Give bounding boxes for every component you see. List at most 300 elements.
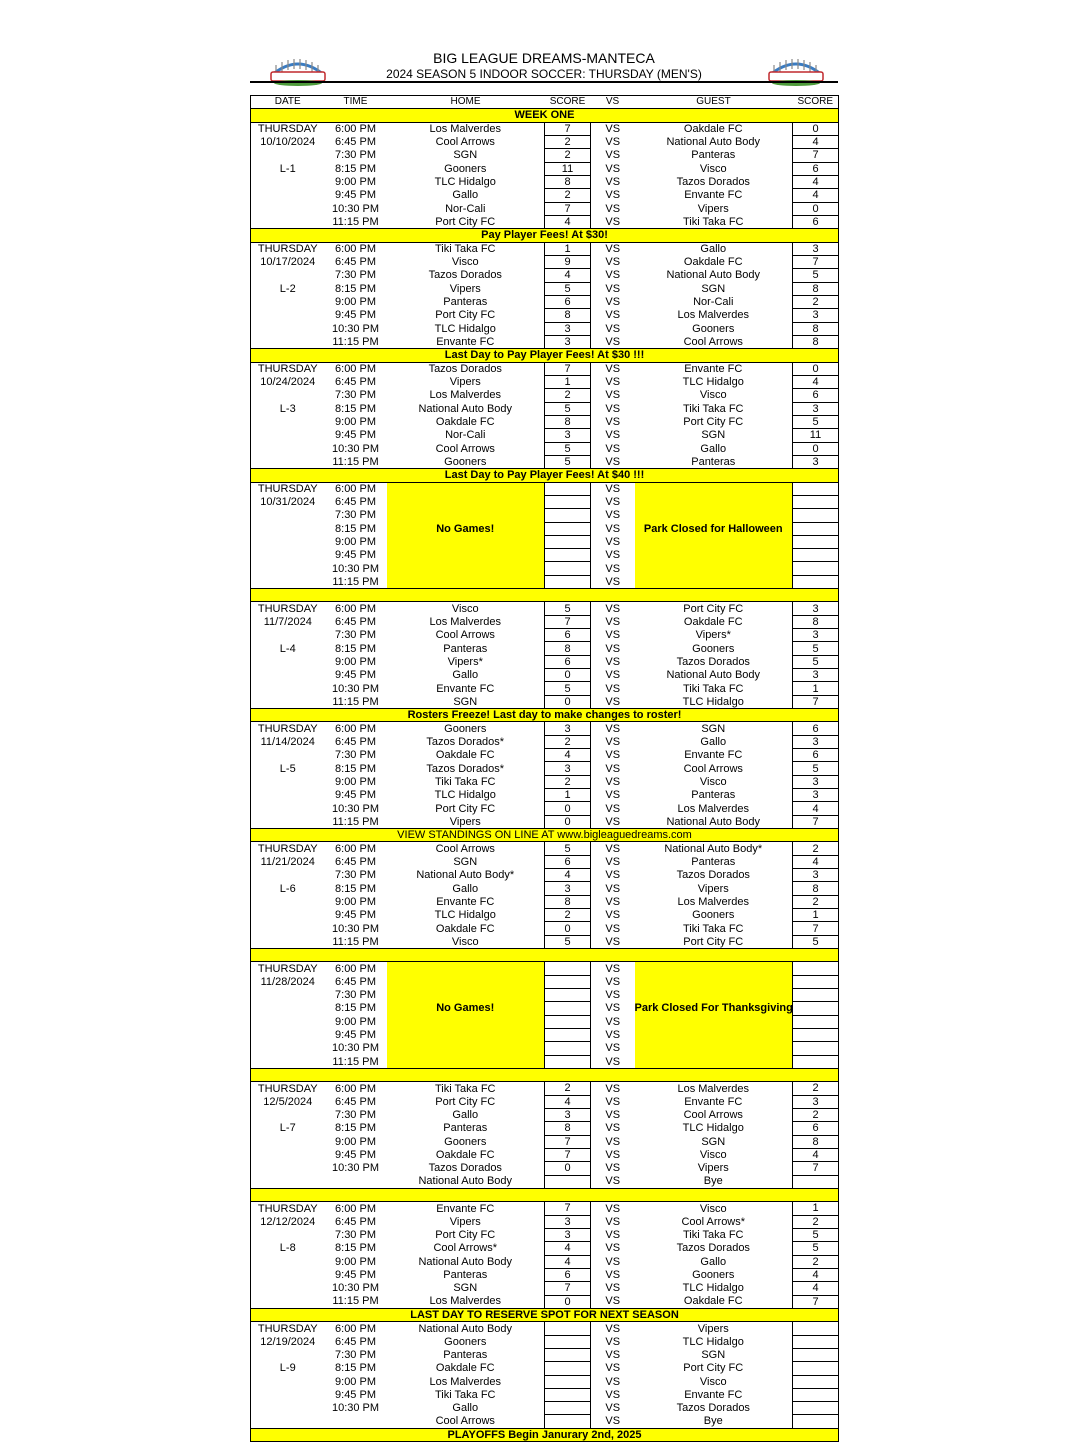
vs-label: VS <box>605 1002 621 1015</box>
guest-score: 2 <box>793 1082 839 1095</box>
game-row <box>251 1255 839 1268</box>
vs-label: VS <box>605 176 621 189</box>
guest-team: National Auto Body <box>666 269 761 282</box>
vs-label: VS <box>605 1229 621 1242</box>
game-time: 6:45 PM <box>335 256 376 269</box>
game-time: 7:30 PM <box>335 149 376 162</box>
home-score: 3 <box>545 762 591 775</box>
home-score <box>545 575 591 588</box>
home-score <box>545 1015 591 1028</box>
notice-row <box>251 349 839 362</box>
guest-team: Envante FC <box>684 1095 743 1108</box>
closed-row <box>251 562 839 575</box>
closed-row <box>251 962 839 975</box>
home-score <box>545 1042 591 1055</box>
guest-team: Envante FC <box>684 749 743 762</box>
home-team: Vipers <box>449 1215 481 1228</box>
notice-row <box>251 109 839 122</box>
home-team: Visco <box>451 935 479 948</box>
guest-score: 2 <box>793 1255 839 1268</box>
closed-fill <box>635 1055 793 1068</box>
guest-team: Tazos Dorados <box>676 1242 750 1255</box>
guest-team: Port City FC <box>683 1362 744 1375</box>
guest-team: Bye <box>703 1175 723 1188</box>
guest-team: TLC Hidalgo <box>682 376 744 389</box>
game-time: 8:15 PM <box>335 282 376 295</box>
vs-label: VS <box>605 1149 621 1162</box>
game-time: 11:15 PM <box>332 335 379 348</box>
home-team: Gooners <box>444 722 487 735</box>
game-time: 9:00 PM <box>335 416 376 429</box>
game-time: 8:15 PM <box>335 522 376 535</box>
game-row <box>251 922 839 935</box>
guest-score: 5 <box>793 1228 839 1241</box>
home-team: Panteras <box>443 296 488 309</box>
closed-row <box>251 988 839 1001</box>
game-time: 6:45 PM <box>335 1095 376 1108</box>
guest-score: 4 <box>793 135 839 148</box>
day-cell <box>251 1228 325 1241</box>
column-header-row <box>251 96 839 109</box>
day-cell <box>251 1348 325 1361</box>
vs-label: VS <box>605 802 621 815</box>
notice-text: WEEK ONE <box>251 109 839 122</box>
home-team: Envante FC <box>436 895 495 908</box>
home-team: Tiki Taka FC <box>434 775 496 788</box>
guest-score: 3 <box>793 455 839 468</box>
guest-score: 11 <box>793 429 839 442</box>
home-team: Tiki Taka FC <box>434 1388 496 1401</box>
game-time: 6:00 PM <box>335 722 376 735</box>
notice-text <box>251 1188 839 1201</box>
guest-score <box>793 1042 839 1055</box>
home-score: 4 <box>545 1255 591 1268</box>
vs-label: VS <box>605 935 621 948</box>
game-time: 9:45 PM <box>335 549 376 562</box>
home-score: 5 <box>545 455 591 468</box>
game-row <box>251 1348 839 1361</box>
home-score <box>545 1028 591 1041</box>
guest-team: Tazos Dorados <box>676 1402 750 1415</box>
vs-label: VS <box>605 1242 621 1255</box>
game-time: 6:45 PM <box>335 615 376 628</box>
game-time: 10:30 PM <box>331 802 380 815</box>
guest-score: 5 <box>793 1242 839 1255</box>
home-team: Gallo <box>452 669 479 682</box>
no-games-note: No Games! <box>387 522 545 535</box>
game-time: 6:00 PM <box>335 1202 376 1215</box>
game-row <box>251 735 839 748</box>
home-score: 4 <box>545 1095 591 1108</box>
closed-row <box>251 1002 839 1015</box>
vs-label: VS <box>605 1349 621 1361</box>
guest-score: 5 <box>793 655 839 668</box>
guest-team: SGN <box>701 722 726 735</box>
guest-team: Gooners <box>692 909 735 922</box>
guest-team: Oakdale FC <box>683 1295 743 1308</box>
vs-label: VS <box>605 682 621 695</box>
guest-team: TLC Hidalgo <box>682 695 744 708</box>
guest-score: 6 <box>793 749 839 762</box>
home-team: Tiki Taka FC <box>434 1082 496 1095</box>
closed-fill <box>635 1028 793 1041</box>
park-closed-note: Park Closed for Halloween <box>635 522 793 535</box>
vs-label: VS <box>605 335 621 348</box>
game-row <box>251 415 839 428</box>
closed-row <box>251 522 839 535</box>
home-score: 6 <box>545 655 591 668</box>
col-date: DATE <box>251 96 325 109</box>
home-score: 3 <box>545 1215 591 1228</box>
home-score: 6 <box>545 855 591 868</box>
weekday: THURSDAY <box>257 1082 318 1095</box>
guest-score: 4 <box>793 1282 839 1295</box>
closed-fill <box>635 1015 793 1028</box>
vs-label: VS <box>605 1055 621 1068</box>
home-score: 6 <box>545 1268 591 1281</box>
notice-row <box>251 709 839 722</box>
col-home: HOME <box>387 96 545 109</box>
game-row <box>251 855 839 868</box>
game-time: 8:15 PM <box>335 882 376 895</box>
game-time: 6:00 PM <box>335 842 376 855</box>
game-time: 7:30 PM <box>335 989 376 1002</box>
vs-label: VS <box>605 282 621 295</box>
guest-team: Visco <box>699 1149 727 1162</box>
game-time: 7:30 PM <box>335 269 376 282</box>
guest-team: Tiki Taka FC <box>682 402 744 415</box>
home-team: Tiki Taka FC <box>434 243 496 256</box>
game-time: 9:00 PM <box>335 1255 376 1268</box>
home-team: National Auto Body* <box>416 869 515 882</box>
day-cell <box>251 189 325 202</box>
home-score <box>545 495 591 508</box>
game-row <box>251 162 839 175</box>
guest-score: 2 <box>793 1108 839 1121</box>
closed-fill <box>635 1042 793 1055</box>
home-score: 5 <box>545 842 591 855</box>
col-guest: GUEST <box>635 96 793 109</box>
game-time: 6:45 PM <box>335 136 376 149</box>
vs-label: VS <box>605 296 621 309</box>
closed-fill <box>387 495 545 508</box>
guest-score <box>793 1175 839 1188</box>
home-team: SGN <box>453 1282 478 1295</box>
vs-label: VS <box>605 509 621 522</box>
notice-text <box>251 1068 839 1081</box>
closed-fill <box>387 535 545 548</box>
vs-label: VS <box>605 1322 621 1335</box>
guest-team: Panteras <box>691 149 736 162</box>
guest-score: 7 <box>793 815 839 828</box>
vs-label: VS <box>605 909 621 922</box>
vs-label: VS <box>605 402 621 415</box>
home-team: SGN <box>453 855 478 868</box>
guest-score: 0 <box>793 362 839 375</box>
game-row <box>251 1295 839 1308</box>
guest-score: 1 <box>793 909 839 922</box>
league-week-label: L-7 <box>279 1122 296 1135</box>
game-row <box>251 1322 839 1335</box>
home-score <box>545 1002 591 1015</box>
home-score: 2 <box>545 149 591 162</box>
game-row <box>251 669 839 682</box>
game-time: 9:45 PM <box>335 1269 376 1282</box>
home-team: Port City FC <box>435 1229 496 1242</box>
notice-text: Last Day to Pay Player Fees! At $30 !!! <box>251 349 839 362</box>
home-score <box>545 1348 591 1361</box>
vs-label: VS <box>605 496 621 508</box>
guest-team: Los Malverdes <box>677 895 750 908</box>
game-row <box>251 1415 839 1428</box>
game-time: 6:00 PM <box>335 1082 376 1095</box>
day-cell <box>251 789 325 802</box>
guest-team: Panteras <box>691 855 736 868</box>
guest-team: Oakdale FC <box>683 615 743 628</box>
day-cell <box>251 149 325 162</box>
col-guest-score: SCORE <box>793 96 839 109</box>
day-cell <box>251 775 325 788</box>
game-row <box>251 255 839 268</box>
vs-label: VS <box>605 149 621 162</box>
home-score <box>545 988 591 1001</box>
game-row <box>251 189 839 202</box>
day-cell <box>251 1055 325 1068</box>
guest-score: 7 <box>793 1162 839 1175</box>
home-team: Tazos Dorados <box>428 362 502 375</box>
home-team: Port City FC <box>435 309 496 322</box>
closed-fill <box>635 482 793 495</box>
guest-team: TLC Hidalgo <box>682 1122 744 1135</box>
day-cell <box>251 988 325 1001</box>
game-time: 7:30 PM <box>335 1109 376 1122</box>
game-time: 8:15 PM <box>335 642 376 655</box>
guest-score: 3 <box>793 242 839 255</box>
game-time: 8:15 PM <box>335 1362 376 1375</box>
home-team: Vipers <box>449 376 481 389</box>
guest-score: 8 <box>793 615 839 628</box>
day-cell <box>251 215 325 228</box>
vs-label: VS <box>605 1402 621 1415</box>
weekday: THURSDAY <box>257 722 318 735</box>
game-row <box>251 802 839 815</box>
guest-score <box>793 1028 839 1041</box>
guest-score: 8 <box>793 882 839 895</box>
day-cell <box>251 629 325 642</box>
guest-score <box>793 1002 839 1015</box>
game-row <box>251 642 839 655</box>
guest-team: Los Malverdes <box>677 309 750 322</box>
game-row <box>251 335 839 348</box>
game-time: 9:45 PM <box>335 189 376 202</box>
game-row <box>251 242 839 255</box>
vs-label: VS <box>605 136 621 149</box>
vs-label: VS <box>605 309 621 322</box>
game-time <box>325 1175 387 1188</box>
game-row <box>251 749 839 762</box>
guest-score: 8 <box>793 282 839 295</box>
game-time: 7:30 PM <box>335 389 376 402</box>
vs-label: VS <box>605 362 621 375</box>
home-team: Panteras <box>443 1269 488 1282</box>
vs-label: VS <box>605 1335 621 1348</box>
home-team: National Auto Body <box>418 402 513 415</box>
guest-score: 4 <box>793 855 839 868</box>
vs-label: VS <box>605 615 621 628</box>
game-time: 6:45 PM <box>335 376 376 389</box>
notice-row <box>251 469 839 482</box>
guest-team: Oakdale FC <box>683 256 743 269</box>
game-time: 7:30 PM <box>335 749 376 762</box>
game-time: 7:30 PM <box>335 1229 376 1242</box>
home-score: 4 <box>545 749 591 762</box>
home-score: 8 <box>545 642 591 655</box>
day-cell <box>251 1295 325 1308</box>
game-row <box>251 815 839 828</box>
notice-text <box>251 949 839 962</box>
guest-team: Gallo <box>700 442 727 455</box>
closed-row <box>251 495 839 508</box>
home-score <box>545 1388 591 1401</box>
vs-label: VS <box>605 869 621 882</box>
guest-score: 4 <box>793 1148 839 1161</box>
guest-score: 7 <box>793 1295 839 1308</box>
guest-team: Gooners <box>692 642 735 655</box>
game-row <box>251 1215 839 1228</box>
game-time: 8:15 PM <box>335 402 376 415</box>
home-score <box>545 482 591 495</box>
guest-team: Tiki Taka FC <box>682 215 744 228</box>
closed-fill <box>387 975 545 988</box>
home-team: Cool Arrows* <box>433 1242 498 1255</box>
guest-team: Cool Arrows <box>683 1109 743 1122</box>
game-time: 8:15 PM <box>335 762 376 775</box>
home-team: Cool Arrows <box>435 442 495 455</box>
home-team: Tazos Dorados* <box>426 735 505 748</box>
notice-text <box>251 589 839 602</box>
day-cell <box>251 1162 325 1175</box>
home-score: 3 <box>545 1228 591 1241</box>
vs-label: VS <box>605 162 621 175</box>
game-row <box>251 682 839 695</box>
game-row <box>251 602 839 615</box>
closed-fill <box>635 962 793 975</box>
vs-label: VS <box>605 535 621 548</box>
vs-label: VS <box>605 1122 621 1135</box>
day-cell <box>251 335 325 348</box>
home-score <box>545 1402 591 1415</box>
vs-label: VS <box>605 735 621 748</box>
guest-team: Los Malverdes <box>677 1082 750 1095</box>
schedule-table <box>250 95 839 1442</box>
game-time: 8:15 PM <box>335 162 376 175</box>
guest-team: Envante FC <box>684 1388 743 1401</box>
guest-score <box>793 535 839 548</box>
guest-team: Cool Arrows <box>683 762 743 775</box>
game-date: 11/7/2024 <box>263 615 312 628</box>
home-team: Cool Arrows <box>435 842 495 855</box>
col-vs: VS <box>591 96 635 109</box>
day-cell <box>251 1028 325 1041</box>
vs-label: VS <box>605 442 621 455</box>
game-row <box>251 1388 839 1401</box>
game-time: 6:00 PM <box>335 1322 376 1335</box>
home-score: 7 <box>545 202 591 215</box>
vs-label: VS <box>605 762 621 775</box>
col-time: TIME <box>325 96 387 109</box>
game-row <box>251 722 839 735</box>
game-time <box>325 1415 387 1428</box>
guest-team: National Auto Body <box>666 815 761 828</box>
weekday: THURSDAY <box>257 362 318 375</box>
game-row <box>251 202 839 215</box>
vs-label: VS <box>605 642 621 655</box>
vs-label: VS <box>605 376 621 389</box>
home-score: 1 <box>545 789 591 802</box>
closed-row <box>251 1015 839 1028</box>
guest-team: National Auto Body* <box>664 842 763 855</box>
day-cell <box>251 1108 325 1121</box>
vs-label: VS <box>605 322 621 335</box>
game-row <box>251 1175 839 1188</box>
closed-row <box>251 1042 839 1055</box>
vs-label: VS <box>605 575 621 588</box>
notice-row <box>251 1068 839 1081</box>
vs-label: VS <box>605 562 621 575</box>
closed-fill <box>635 535 793 548</box>
guest-team: Visco <box>699 1375 727 1388</box>
day-cell <box>251 269 325 282</box>
home-team: National Auto Body <box>418 1322 513 1335</box>
home-score: 1 <box>545 375 591 388</box>
game-time: 10:30 PM <box>331 202 380 215</box>
vs-label: VS <box>605 243 621 256</box>
game-time: 10:30 PM <box>331 442 380 455</box>
weekday: THURSDAY <box>257 243 318 256</box>
day-cell <box>251 895 325 908</box>
home-score: 7 <box>545 362 591 375</box>
notice-row <box>251 1308 839 1321</box>
closed-fill <box>387 1042 545 1055</box>
closed-fill <box>635 975 793 988</box>
home-score: 5 <box>545 935 591 948</box>
home-team: National Auto Body <box>418 1255 513 1268</box>
home-team: Oakdale FC <box>435 749 495 762</box>
game-time: 10:30 PM <box>331 682 380 695</box>
home-team: Cool Arrows <box>435 1415 495 1428</box>
home-score: 5 <box>545 402 591 415</box>
guest-score: 2 <box>793 295 839 308</box>
home-score: 11 <box>545 162 591 175</box>
game-row <box>251 895 839 908</box>
home-score: 0 <box>545 802 591 815</box>
closed-row <box>251 575 839 588</box>
closed-row <box>251 975 839 988</box>
home-team: Oakdale FC <box>435 922 495 935</box>
vs-label: VS <box>605 1282 621 1295</box>
closed-fill <box>635 562 793 575</box>
game-row <box>251 1335 839 1348</box>
guest-score <box>793 1388 839 1401</box>
home-team: Nor-Cali <box>445 429 486 442</box>
home-score: 6 <box>545 295 591 308</box>
guest-team: TLC Hidalgo <box>682 1335 744 1348</box>
game-row <box>251 1108 839 1121</box>
guest-score: 1 <box>793 1202 839 1215</box>
game-row <box>251 1162 839 1175</box>
game-row <box>251 1282 839 1295</box>
game-row <box>251 282 839 295</box>
